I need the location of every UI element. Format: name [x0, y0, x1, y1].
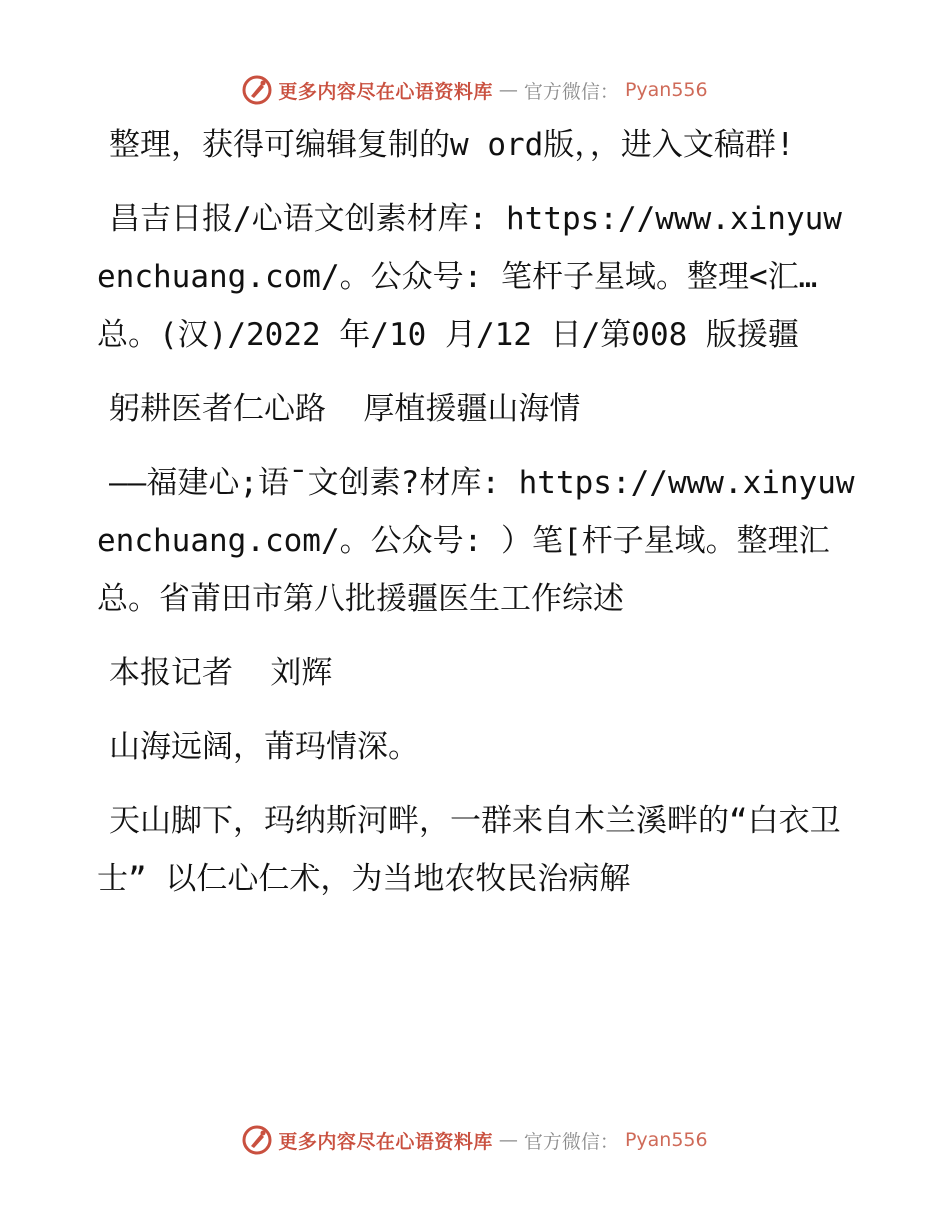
pen-logo-icon — [242, 1125, 272, 1155]
banner-title: 更多内容尽在心语资料库 — [278, 80, 493, 103]
pen-logo-icon — [242, 75, 272, 105]
banner-wechat-id: Pyan556 — [624, 1129, 708, 1151]
paragraph-body: 天山脚下，玛纳斯河畔，一群来自木兰溪畔的“白衣卫士” 以仁心仁术，为当地农牧民治病解 — [97, 803, 841, 897]
paragraph-source: 昌吉日报/心语文创素材库: https://www.xinyuwenchuang.com/。公众号: 笔杆子星域。整理<汇…总。(汉)/2022 年/10 月/12 日/第008 版援疆 — [97, 201, 842, 353]
banner-wechat-id: Pyan556 — [624, 79, 708, 101]
banner-separator: — — [498, 79, 518, 101]
footer-banner — [0, 1120, 950, 1160]
banner-separator: — — [498, 1129, 518, 1151]
paragraph-intro: 整理，获得可编辑复制的w ord版，，进入文稿群! — [109, 127, 795, 163]
banner-title: 更多内容尽在心语资料库 — [278, 1130, 493, 1153]
banner-wechat-label: 官方微信： — [523, 80, 619, 103]
header-banner — [0, 70, 950, 110]
banner-wechat-label: 官方微信： — [523, 1130, 619, 1153]
article-title: 躬耕医者仁心路 厚植援疆山海情 — [109, 391, 581, 427]
paragraph-lead: 山海远阔，莆玛情深。 — [109, 729, 419, 765]
article-subtitle: ——福建心;语¯文创素?材库: https://www.xinyuwenchuang.com/。公众号: ）笔[杆子星域。整理汇总。省莆田市第八批援疆医生工作综述 — [97, 465, 855, 617]
document-body — [97, 116, 857, 924]
article-byline: 本报记者 刘辉 — [109, 655, 333, 691]
